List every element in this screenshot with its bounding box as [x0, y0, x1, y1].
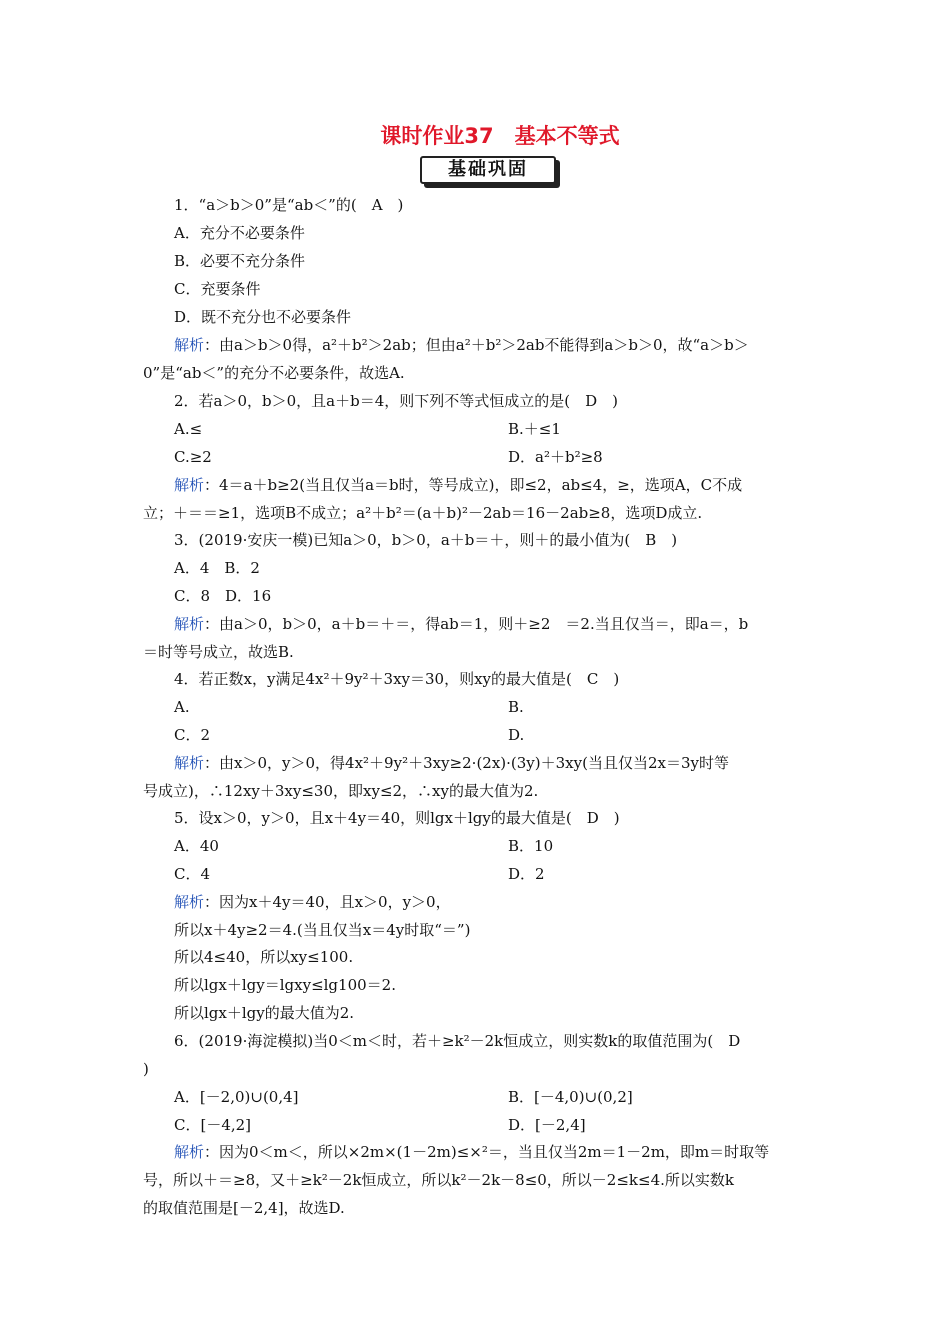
- solution-label: 解析: [174, 754, 205, 772]
- q2-option-a: A.≤: [174, 420, 203, 438]
- q4-option-d: D.: [508, 726, 525, 744]
- q4-solution-line-2: 号成立)，∴12xy＋3xy≤30，即xy≤2，∴xy的最大值为2.: [143, 782, 539, 800]
- q5-option-c: C．4: [174, 865, 211, 883]
- q2-option-b: B.＋≤1: [508, 420, 561, 438]
- solution-label: 解析: [174, 893, 205, 911]
- question-6-stem-end: ): [143, 1060, 149, 1078]
- q2-option-d: D．a²＋b²≥8: [508, 448, 603, 466]
- q1-option-a: A．充分不必要条件: [174, 224, 305, 242]
- q6-option-b: B．[－4,0)∪(0,2]: [508, 1088, 633, 1106]
- solution-label: 解析: [174, 476, 205, 494]
- question-4-stem: 4．若正数x，y满足4x²＋9y²＋3xy＝30，则xy的最大值是( C ): [174, 670, 620, 688]
- question-6-stem: 6．(2019·海淀模拟)当0＜m＜时，若＋≥k²－2k恒成立，则实数k的取值范围为( D: [174, 1032, 741, 1050]
- q1-option-c: C．充要条件: [174, 280, 261, 298]
- q5-option-b: B．10: [508, 837, 554, 855]
- q2-solution-line-2: 立；＋＝＝≥1，选项B不成立；a²＋b²＝(a＋b)²－2ab＝16－2ab≥8，选项D成立.: [143, 504, 703, 522]
- q4-option-c: C．2: [174, 726, 211, 744]
- question-3-stem: 3．(2019·安庆一模)已知a＞0，b＞0，a＋b＝＋，则＋的最小值为( B ): [174, 531, 678, 549]
- q1-option-d: D．既不充分也不必要条件: [174, 308, 352, 326]
- q6-option-c: C．[－4,2]: [174, 1116, 252, 1134]
- question-5-stem: 5．设x＞0，y＞0，且x＋4y＝40，则lgx＋lgy的最大值是( D ): [174, 809, 620, 827]
- q3-options-ab: A．4 B．2: [174, 559, 260, 577]
- q4-option-b: B.: [508, 698, 524, 716]
- q1-option-b: B．必要不充分条件: [174, 252, 306, 270]
- q5-solution-line-5: 所以lgx＋lgy的最大值为2.: [174, 1004, 355, 1022]
- section-badge: [420, 156, 562, 186]
- q5-solution-line-2: 所以x＋4y≥2＝4.(当且仅当x＝4y时取“＝”): [174, 921, 471, 939]
- q6-solution-line-1: 解析：因为0＜m＜，所以×2m×(1－2m)≤×²＝，当且仅当2m＝1－2m，即m＝时取等: [174, 1143, 770, 1161]
- q1-solution-line-1: 解析：由a＞b＞0得，a²＋b²＞2ab；但由a²＋b²＞2ab不能得到a＞b＞0，故“a＞b＞: [174, 336, 749, 354]
- q5-option-d: D．2: [508, 865, 545, 883]
- q6-option-d: D．[－2,4]: [508, 1116, 586, 1134]
- solution-label: 解析: [174, 615, 205, 633]
- question-1-stem: 1．“a＞b＞0”是“ab＜”的( A ): [174, 196, 404, 214]
- q2-solution-line-1: 解析：4＝a＋b≥2(当且仅当a＝b时，等号成立)，即≤2，ab≤4，≥，选项A，C不成: [174, 476, 743, 494]
- q3-solution-line-1: 解析：由a＞0，b＞0，a＋b＝＋＝，得ab＝1，则＋≥2 ＝2.当且仅当＝，即a＝，b: [174, 615, 749, 633]
- section-badge-label: 基础巩固: [420, 156, 556, 184]
- q5-solution-line-1: 解析：因为x＋4y＝40，且x＞0，y＞0，: [174, 893, 451, 911]
- q5-solution-line-3: 所以4≤40，所以xy≤100.: [174, 948, 354, 966]
- solution-label: 解析: [174, 1143, 205, 1161]
- q6-solution-line-2: 号，所以＋＝≥8，又＋≥k²－2k恒成立，所以k²－2k－8≤0，所以－2≤k≤4.所以实数k: [143, 1171, 734, 1189]
- solution-label: 解析: [174, 336, 205, 354]
- q6-solution-line-3: 的取值范围是[－2,4]，故选D.: [143, 1199, 345, 1217]
- page-title: 课时作业37 基本不等式: [380, 124, 620, 148]
- q4-option-a: A.: [174, 698, 190, 716]
- q2-option-c: C.≥2: [174, 448, 212, 466]
- q3-options-cd: C．8 D．16: [174, 587, 272, 605]
- q5-option-a: A．40: [174, 837, 219, 855]
- q4-solution-line-1: 解析：由x＞0，y＞0，得4x²＋9y²＋3xy≥2·(2x)·(3y)＋3xy(当且仅当2x＝3y时等: [174, 754, 729, 772]
- question-2-stem: 2．若a＞0，b＞0，且a＋b＝4，则下列不等式恒成立的是( D ): [174, 392, 618, 410]
- q6-option-a: A．[－2,0)∪(0,4]: [174, 1088, 299, 1106]
- q5-solution-line-4: 所以lgx＋lgy＝lgxy≤lg100＝2.: [174, 976, 396, 994]
- q3-solution-line-2: ＝时等号成立，故选B.: [143, 643, 294, 661]
- q1-solution-line-2: 0”是“ab＜”的充分不必要条件，故选A.: [143, 364, 405, 382]
